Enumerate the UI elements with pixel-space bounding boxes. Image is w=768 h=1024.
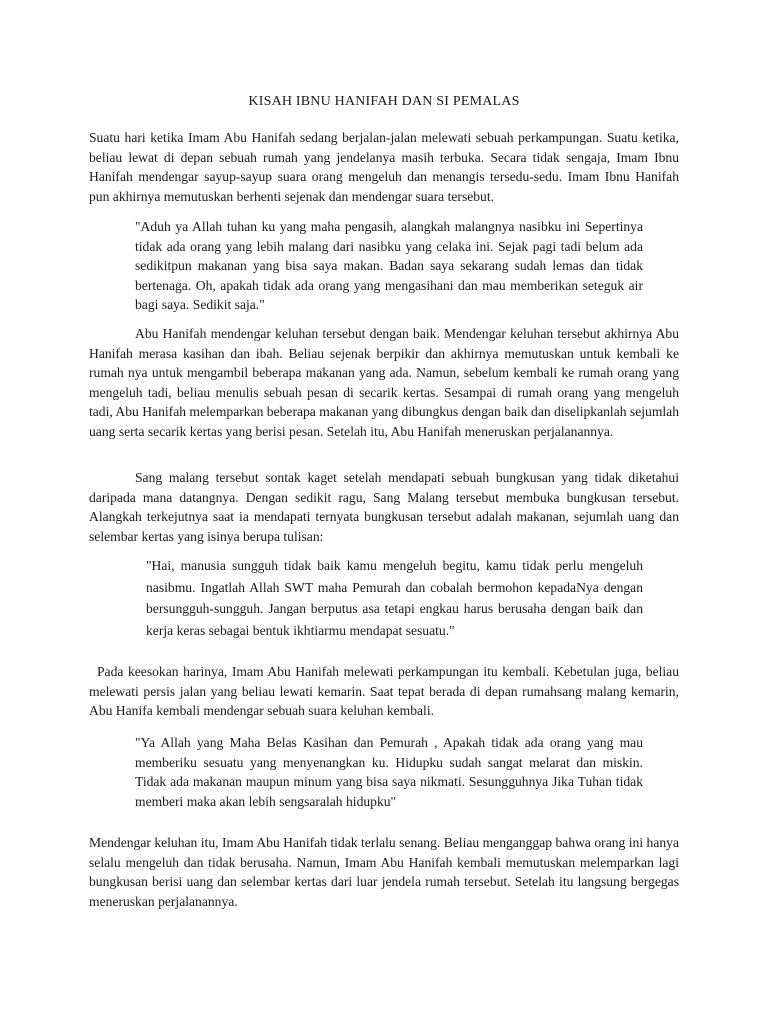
paragraph-4: Pada keesokan harinya, Imam Abu Hanifah melewati perkampungan itu kembali. Kebetulan juga, beliau melewati persis jalan yang beliau lewati kemarin. Saat tepat berada di depan rumahsang malang kemarin, Abu Hanifa kembali mendengar sebuah suara keluhan kembali. — [89, 664, 679, 718]
quote-2: "Hai, manusia sungguh tidak baik kamu mengeluh begitu, kamu tidak perlu mengeluh nasibmu. Ingatlah Allah SWT maha Pemurah dan cobalah bermohon kepadaNya dengan bersungguh-sungguh. Jangan berputus asa tetapi engkau harus berusaha dengan baik dan kerja keras sebagai bentuk ikhtiarmu mendapat sesuatu." — [146, 558, 643, 638]
paragraph-1: Suatu hari ketika Imam Abu Hanifah sedang berjalan-jalan melewati sebuah perkampungan. Suatu ketika, beliau lewat di depan sebuah rumah yang jendelanya masih terbuka. Secara tidak sengaja, Imam Ibnu Hanifah mendengar sayup-sayup suara orang mengeluh dan menangis tersedu-sedu. Imam Ibnu Hanifah pun akhirnya memutuskan berhenti sejenak dan mendengar suara tersebut. — [89, 130, 679, 204]
paragraph-3: Sang malang tersebut sontak kaget setelah mendapati sebuah bungkusan yang tidak diketahui daripada mana datangnya. Dengan sedikit ragu, Sang Malang tersebut membuka bungkusan tersebut. Alangkah terkejutnya saat ia mendapati ternyata bungkusan tersebut adalah makanan, sejumlah uang dan selembar kertas yang isinya berupa tulisan: — [89, 470, 679, 544]
paragraph-5: Mendengar keluhan itu, Imam Abu Hanifah tidak terlalu senang. Beliau menganggap bahwa orang ini hanya selalu mengeluh dan tidak berusaha. Namun, Imam Abu Hanifah kembali memutuskan melemparkan lagi bungkusan berisi uang dan selembar kertas dari luar jendela rumah tersebut. Setelah itu langsung bergegas meneruskan perjalanannya. — [89, 835, 679, 909]
quote-1: "Aduh ya Allah tuhan ku yang maha pengasih, alangkah malangnya nasibku ini Sepertinya tidak ada orang yang lebih malang dari nasibku yang celaka ini. Sejak pagi tadi belum ada sedikitpun makanan yang bisa saya makan. Badan saya sekarang sudah lemas dan tidak bertenaga. Oh, apakah tidak ada orang yang mengasihani dan mau memberikan seteguk air bagi saya. Sedikit saja." — [135, 219, 643, 312]
paragraph-2: Abu Hanifah mendengar keluhan tersebut dengan baik. Mendengar keluhan tersebut akhirnya Abu Hanifah merasa kasihan dan ibah. Beliau sejenak berpikir dan akhirnya memutuskan untuk kembali ke rumah nya untuk mengambil beberapa makanan yang ada. Namun, sebelum kembali ke rumah orang yang mengeluh tadi, beliau menulis sebuah pesan di secarik kertas. Sesampai di rumah orang yang mengeluh tadi, Abu Hanifah melemparkan beberapa makanan yang dibungkus dengan baik dan diselipkanlah sejumlah uang serta secarik kertas yang berisi pesan. Setelah itu, Abu Hanifah meneruskan perjalanannya. — [89, 326, 680, 439]
document-title: KISAH IBNU HANIFAH DAN SI PEMALAS — [248, 94, 520, 109]
quote-3: "Ya Allah yang Maha Belas Kasihan dan Pemurah , Apakah tidak ada orang yang mau memberiku sesuatu yang menyenangkan ku. Hidupku sudah sangat melarat dan miskin. Tidak ada makanan maupun minum yang bisa saya nikmati. Sesungguhnya Jika Tuhan tidak memberi maka akan lebih sengsaralah hidupku" — [135, 735, 643, 809]
